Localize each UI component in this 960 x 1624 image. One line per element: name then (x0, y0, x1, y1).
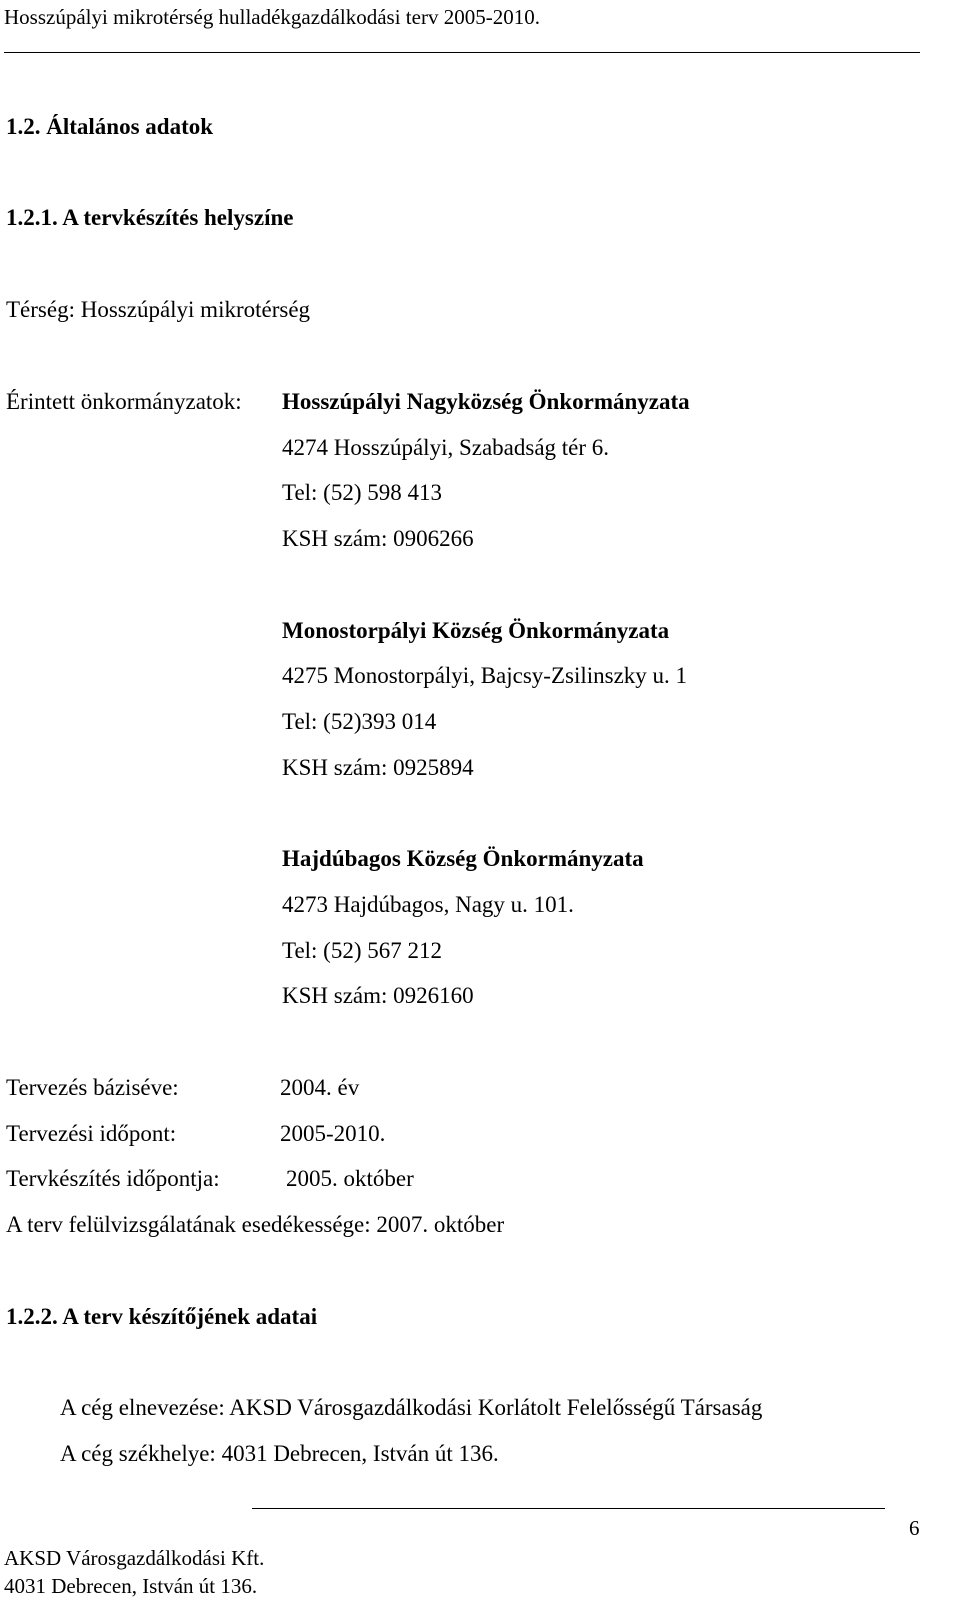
subsection-heading-location: 1.2.1. A tervkészítés helyszíne (6, 205, 294, 230)
company-seat-line: A cég székhelye: 4031 Debrecen, István út 136. (60, 1441, 499, 1466)
planning-period-value: 2005-2010. (280, 1121, 386, 1146)
municipality-address: 4274 Hosszúpályi, Szabadság tér 6. (282, 435, 610, 460)
footer-address: 4031 Debrecen, István út 136. (4, 1574, 258, 1598)
subsection-heading-author: 1.2.2. A terv készítőjének adatai (6, 1304, 318, 1329)
footer-rule (252, 1508, 885, 1509)
municipality-tel: Tel: (52) 598 413 (282, 480, 443, 505)
municipality-ksh: KSH szám: 0925894 (282, 755, 474, 780)
municipality-ksh: KSH szám: 0926160 (282, 983, 474, 1008)
section-heading: 1.2. Általános adatok (6, 114, 214, 139)
municipality-tel: Tel: (52)393 014 (282, 709, 437, 734)
municipality-address: 4273 Hajdúbagos, Nagy u. 101. (282, 892, 574, 917)
municipality-tel: Tel: (52) 567 212 (282, 938, 443, 963)
region-value: Hosszúpályi mikrotérség (80, 297, 311, 322)
region-line (6, 298, 310, 321)
document-header-title: Hosszúpályi mikrotérség hulladékgazdálkodási terv 2005-2010. (4, 5, 540, 29)
review-due-line: A terv felülvizsgálatának esedékessége: 2007. október (6, 1212, 505, 1237)
region-label: Térség: (6, 297, 75, 322)
municipality-address: 4275 Monostorpályi, Bajcsy-Zsilinszky u. 1 (282, 663, 688, 688)
planning-period-label: Tervezési időpont: (6, 1121, 177, 1146)
affected-label: Érintett önkormányzatok: (6, 389, 242, 414)
municipality-name: Hosszúpályi Nagyközség Önkormányzata (282, 389, 690, 414)
municipality-name: Hajdúbagos Község Önkormányzata (282, 846, 644, 871)
header-rule (4, 52, 920, 53)
company-name-line: A cég elnevezése: AKSD Városgazdálkodási Korlátolt Felelősségű Társaság (60, 1395, 763, 1420)
page-number: 6 (909, 1516, 920, 1540)
municipality-name: Monostorpályi Község Önkormányzata (282, 618, 670, 643)
municipality-ksh: KSH szám: 0906266 (282, 526, 474, 551)
planning-base-year-value: 2004. év (280, 1075, 360, 1100)
footer-company: AKSD Városgazdálkodási Kft. (4, 1546, 265, 1570)
preparation-date-label: Tervkészítés időpontja: (6, 1166, 220, 1191)
planning-base-year-label: Tervezés báziséve: (6, 1075, 179, 1100)
preparation-date-value: 2005. október (286, 1166, 414, 1191)
